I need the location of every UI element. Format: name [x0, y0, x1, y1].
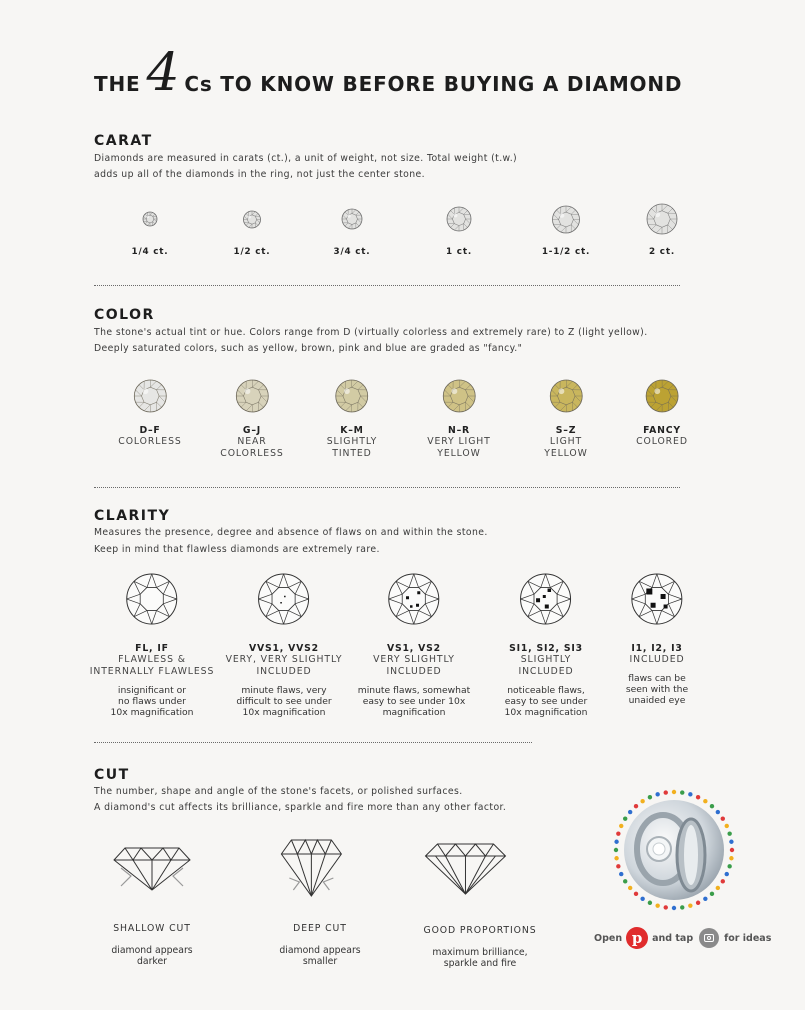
- clarity-grade-item: [358, 572, 470, 718]
- clarity-heading: CLARITY: [94, 508, 171, 524]
- color-grade: K–M: [340, 425, 364, 436]
- diamond-icon: [133, 379, 167, 413]
- cut-caption: DEEP CUT diamond appears smaller: [279, 923, 361, 967]
- diamond-icon: [552, 205, 581, 234]
- diamond-clarity-icon: [630, 572, 684, 626]
- clarity-grade: I1, I2, I3: [631, 643, 683, 654]
- clarity-grade: VVS1, VVS2: [249, 643, 319, 654]
- deep-cut-diamond-icon: [279, 838, 343, 898]
- clarity-description: insignificant or no flaws under 10x magnification: [110, 685, 194, 718]
- diamond-icon: [335, 379, 369, 413]
- color-grade-item: [544, 379, 588, 460]
- clarity-caption: FLAWLESS & INTERNALLY FLAWLESS: [89, 654, 215, 677]
- clarity-description: minute flaws, very difficult to see under 10x magnification: [236, 685, 332, 718]
- pinterest-icon[interactable]: p: [626, 927, 648, 949]
- color-grade: N–R: [448, 425, 470, 436]
- clarity-grade: FL, IF: [135, 643, 169, 654]
- carat-item: [646, 203, 678, 257]
- carat-text-2: adds up all of the diamonds in the ring, not just the center stone.: [94, 169, 425, 180]
- color-caption: NEAR COLORLESS: [220, 436, 284, 459]
- carat-heading: CARAT: [94, 133, 153, 149]
- carat-label: 1/2 ct.: [233, 247, 271, 257]
- camera-icon[interactable]: [699, 928, 719, 948]
- diamond-icon: [645, 379, 679, 413]
- color-grade-item: [427, 379, 491, 460]
- color-grade-item: [118, 379, 181, 448]
- carat-item: [233, 210, 271, 257]
- color-caption: VERY LIGHT YELLOW: [427, 436, 491, 459]
- color-caption: COLORLESS: [118, 436, 182, 447]
- divider: [94, 487, 680, 488]
- color-text-1: The stone's actual tint or hue. Colors range from D (virtually colorless and extremely rare) to Z (light yellow).: [94, 327, 648, 338]
- carat-item: [446, 206, 472, 257]
- clarity-description: flaws can be seen with the unaided eye: [625, 673, 689, 706]
- color-grade-item: [327, 379, 378, 460]
- clarity-caption: VERY SLIGHTLY INCLUDED: [373, 654, 455, 677]
- clarity-grade-item: [505, 572, 588, 718]
- clarity-caption: SLIGHTLY INCLUDED: [518, 654, 574, 677]
- title-four: 4: [146, 43, 181, 103]
- diamond-icon: [235, 379, 269, 413]
- carat-label: 1-1/2 ct.: [541, 247, 591, 257]
- carat-item: [131, 211, 169, 257]
- clarity-description: minute flaws, somewhat easy to see under 10x magnification: [357, 685, 471, 718]
- diamond-clarity-icon: [387, 572, 441, 626]
- diamond-icon: [341, 208, 363, 230]
- clarity-grade-item: [90, 572, 215, 718]
- cut-item-good: [423, 840, 536, 980]
- cut-item-deep: [279, 838, 360, 978]
- diamond-icon: [442, 379, 476, 413]
- cut-text-2: A diamond's cut affects its brilliance, sparkle and fire more than any other factor.: [94, 802, 507, 813]
- carat-item: [333, 208, 371, 257]
- cut-heading: CUT: [94, 767, 130, 783]
- carat-label: 3/4 ct.: [333, 247, 371, 257]
- color-grade: D–F: [139, 425, 161, 436]
- color-caption: SLIGHTLY TINTED: [326, 436, 378, 459]
- clarity-grade: VS1, VS2: [387, 643, 441, 654]
- diamond-clarity-icon: [257, 572, 311, 626]
- diamond-icon: [446, 206, 472, 232]
- clarity-caption: INCLUDED: [629, 654, 685, 665]
- open-label: Open: [594, 932, 623, 944]
- ring-photo-image: [611, 787, 737, 913]
- diamond-icon: [549, 379, 583, 413]
- clarity-caption: VERY, VERY SLIGHTLY INCLUDED: [225, 654, 343, 677]
- diamond-clarity-icon: [125, 572, 179, 626]
- diamond-clarity-icon: [519, 572, 573, 626]
- clarity-grade-item: [226, 572, 343, 718]
- carat-text-1: Diamonds are measured in carats (ct.), a unit of weight, not size. Total weight (t.w.): [94, 153, 518, 164]
- color-caption: LIGHT YELLOW: [544, 436, 588, 459]
- color-grade: FANCY: [643, 425, 681, 436]
- shallow-cut-diamond-icon: [111, 838, 193, 898]
- cut-item-shallow: [111, 838, 193, 978]
- clarity-grade-item: [626, 572, 688, 706]
- title-post: Cs TO KNOW BEFORE BUYING A DIAMOND: [184, 72, 683, 96]
- for-ideas-label: for ideas: [724, 932, 772, 944]
- cut-caption: SHALLOW CUT diamond appears darker: [111, 923, 193, 967]
- title-pre: THE: [94, 72, 141, 96]
- carat-item: [541, 205, 591, 257]
- divider: [94, 285, 680, 286]
- color-text-2: Deeply saturated colors, such as yellow, brown, pink and blue are graded as "fancy.": [94, 343, 523, 354]
- clarity-description: noticeable flaws, easy to see under 10x magnification: [504, 685, 588, 718]
- carat-label: 2 ct.: [649, 247, 675, 257]
- clarity-text-2: Keep in mind that flawless diamonds are extremely rare.: [94, 544, 380, 555]
- and-tap-label: and tap: [652, 932, 694, 944]
- good-cut-diamond-icon: [423, 840, 507, 896]
- color-heading: COLOR: [94, 307, 155, 323]
- diamond-icon: [142, 211, 158, 227]
- clarity-grade: SI1, SI2, SI3: [509, 643, 583, 654]
- color-grade: S–Z: [555, 425, 577, 436]
- carat-label: 1 ct.: [446, 247, 472, 257]
- diamond-icon: [243, 210, 262, 229]
- cut-caption: GOOD PROPORTIONS maximum brilliance, sparkle and fire: [423, 925, 537, 969]
- color-caption: COLORED: [636, 436, 688, 447]
- page-title: [94, 43, 683, 103]
- color-grade-item: [220, 379, 283, 460]
- cut-text-1: The number, shape and angle of the stone's facets, or polished surfaces.: [94, 786, 463, 797]
- carat-label: 1/4 ct.: [131, 247, 169, 257]
- color-grade: G–J: [242, 425, 262, 436]
- color-grade-item: [636, 379, 688, 448]
- clarity-text-1: Measures the presence, degree and absence of flaws on and within the stone.: [94, 527, 488, 538]
- diamond-icon: [646, 203, 678, 235]
- pinterest-prompt: [594, 927, 771, 949]
- ring-photo[interactable]: [611, 787, 737, 913]
- divider: [94, 742, 532, 743]
